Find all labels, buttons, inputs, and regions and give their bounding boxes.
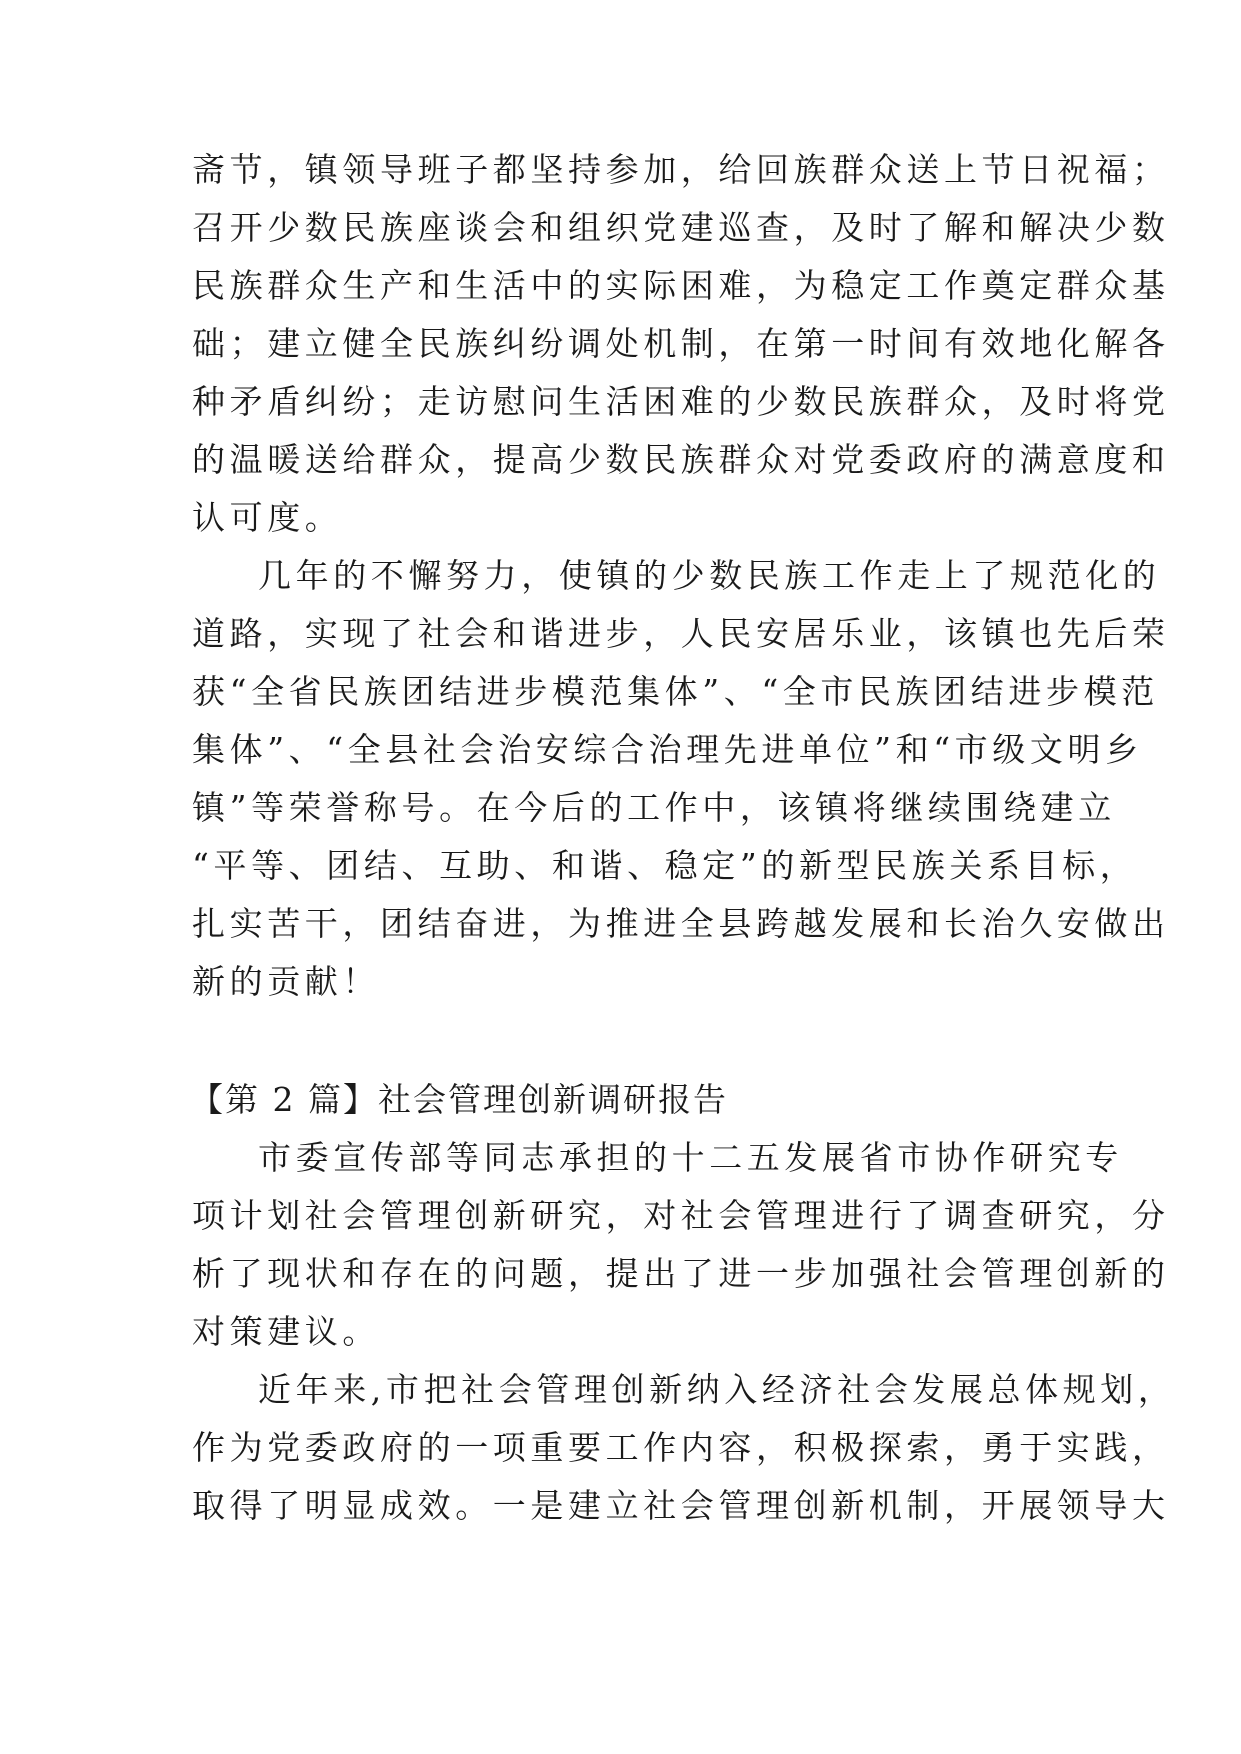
paragraph-line: 斋节，镇领导班子都坚持参加，给回族群众送上节日祝福； bbox=[192, 150, 1170, 189]
paragraph-line: 几年的不懈努力，使镇的少数民族工作走上了规范化的 bbox=[258, 556, 1161, 595]
section-heading: 【第 2 篇】社会管理创新调研报告 bbox=[190, 1080, 728, 1119]
paragraph-line: 析了现状和存在的问题，提出了进一步加强社会管理创新的 bbox=[192, 1254, 1170, 1293]
paragraph-line: 础；建立健全民族纠纷调处机制，在第一时间有效地化解各 bbox=[192, 324, 1170, 363]
paragraph-line: 近年来,市把社会管理创新纳入经济社会发展总体规划， bbox=[258, 1370, 1176, 1409]
paragraph-line: “平等、团结、互助、和谐、稳定”的新型民族关系目标， bbox=[192, 846, 1138, 885]
paragraph-line: 道路，实现了社会和谐进步，人民安居乐业，该镇也先后荣 bbox=[192, 614, 1170, 653]
paragraph-line: 镇”等荣誉称号。在今后的工作中，该镇将继续围绕建立 bbox=[192, 788, 1116, 827]
paragraph-line: 新的贡献！ bbox=[192, 962, 380, 1001]
paragraph-line: 民族群众生产和生活中的实际困难，为稳定工作奠定群众基 bbox=[192, 266, 1170, 305]
paragraph-line: 市委宣传部等同志承担的十二五发展省市协作研究专 bbox=[258, 1138, 1123, 1177]
paragraph-line: 召开少数民族座谈会和组织党建巡查，及时了解和解决少数 bbox=[192, 208, 1170, 247]
document-body bbox=[190, 0, 1176, 1754]
paragraph-line: 种矛盾纠纷；走访慰问生活困难的少数民族群众，及时将党 bbox=[192, 382, 1170, 421]
paragraph-line: 项计划社会管理创新研究，对社会管理进行了调查研究，分 bbox=[192, 1196, 1170, 1235]
paragraph-line: 取得了明显成效。一是建立社会管理创新机制，开展领导大 bbox=[192, 1486, 1170, 1525]
paragraph-line: 集体”、“全县社会治安综合治理先进单位”和“市级文明乡 bbox=[192, 730, 1143, 769]
paragraph-line: 作为党委政府的一项重要工作内容，积极探索，勇于实践， bbox=[192, 1428, 1170, 1467]
paragraph-line: 的温暖送给群众，提高少数民族群众对党委政府的满意度和 bbox=[192, 440, 1170, 479]
paragraph-line: 认可度。 bbox=[192, 498, 343, 537]
paragraph-line: 扎实苦干，团结奋进，为推进全县跨越发展和长治久安做出 bbox=[192, 904, 1170, 943]
paragraph-line: 对策建议。 bbox=[192, 1312, 380, 1351]
paragraph-line: 获“全省民族团结进步模范集体”、“全市民族团结进步模范 bbox=[192, 672, 1159, 711]
